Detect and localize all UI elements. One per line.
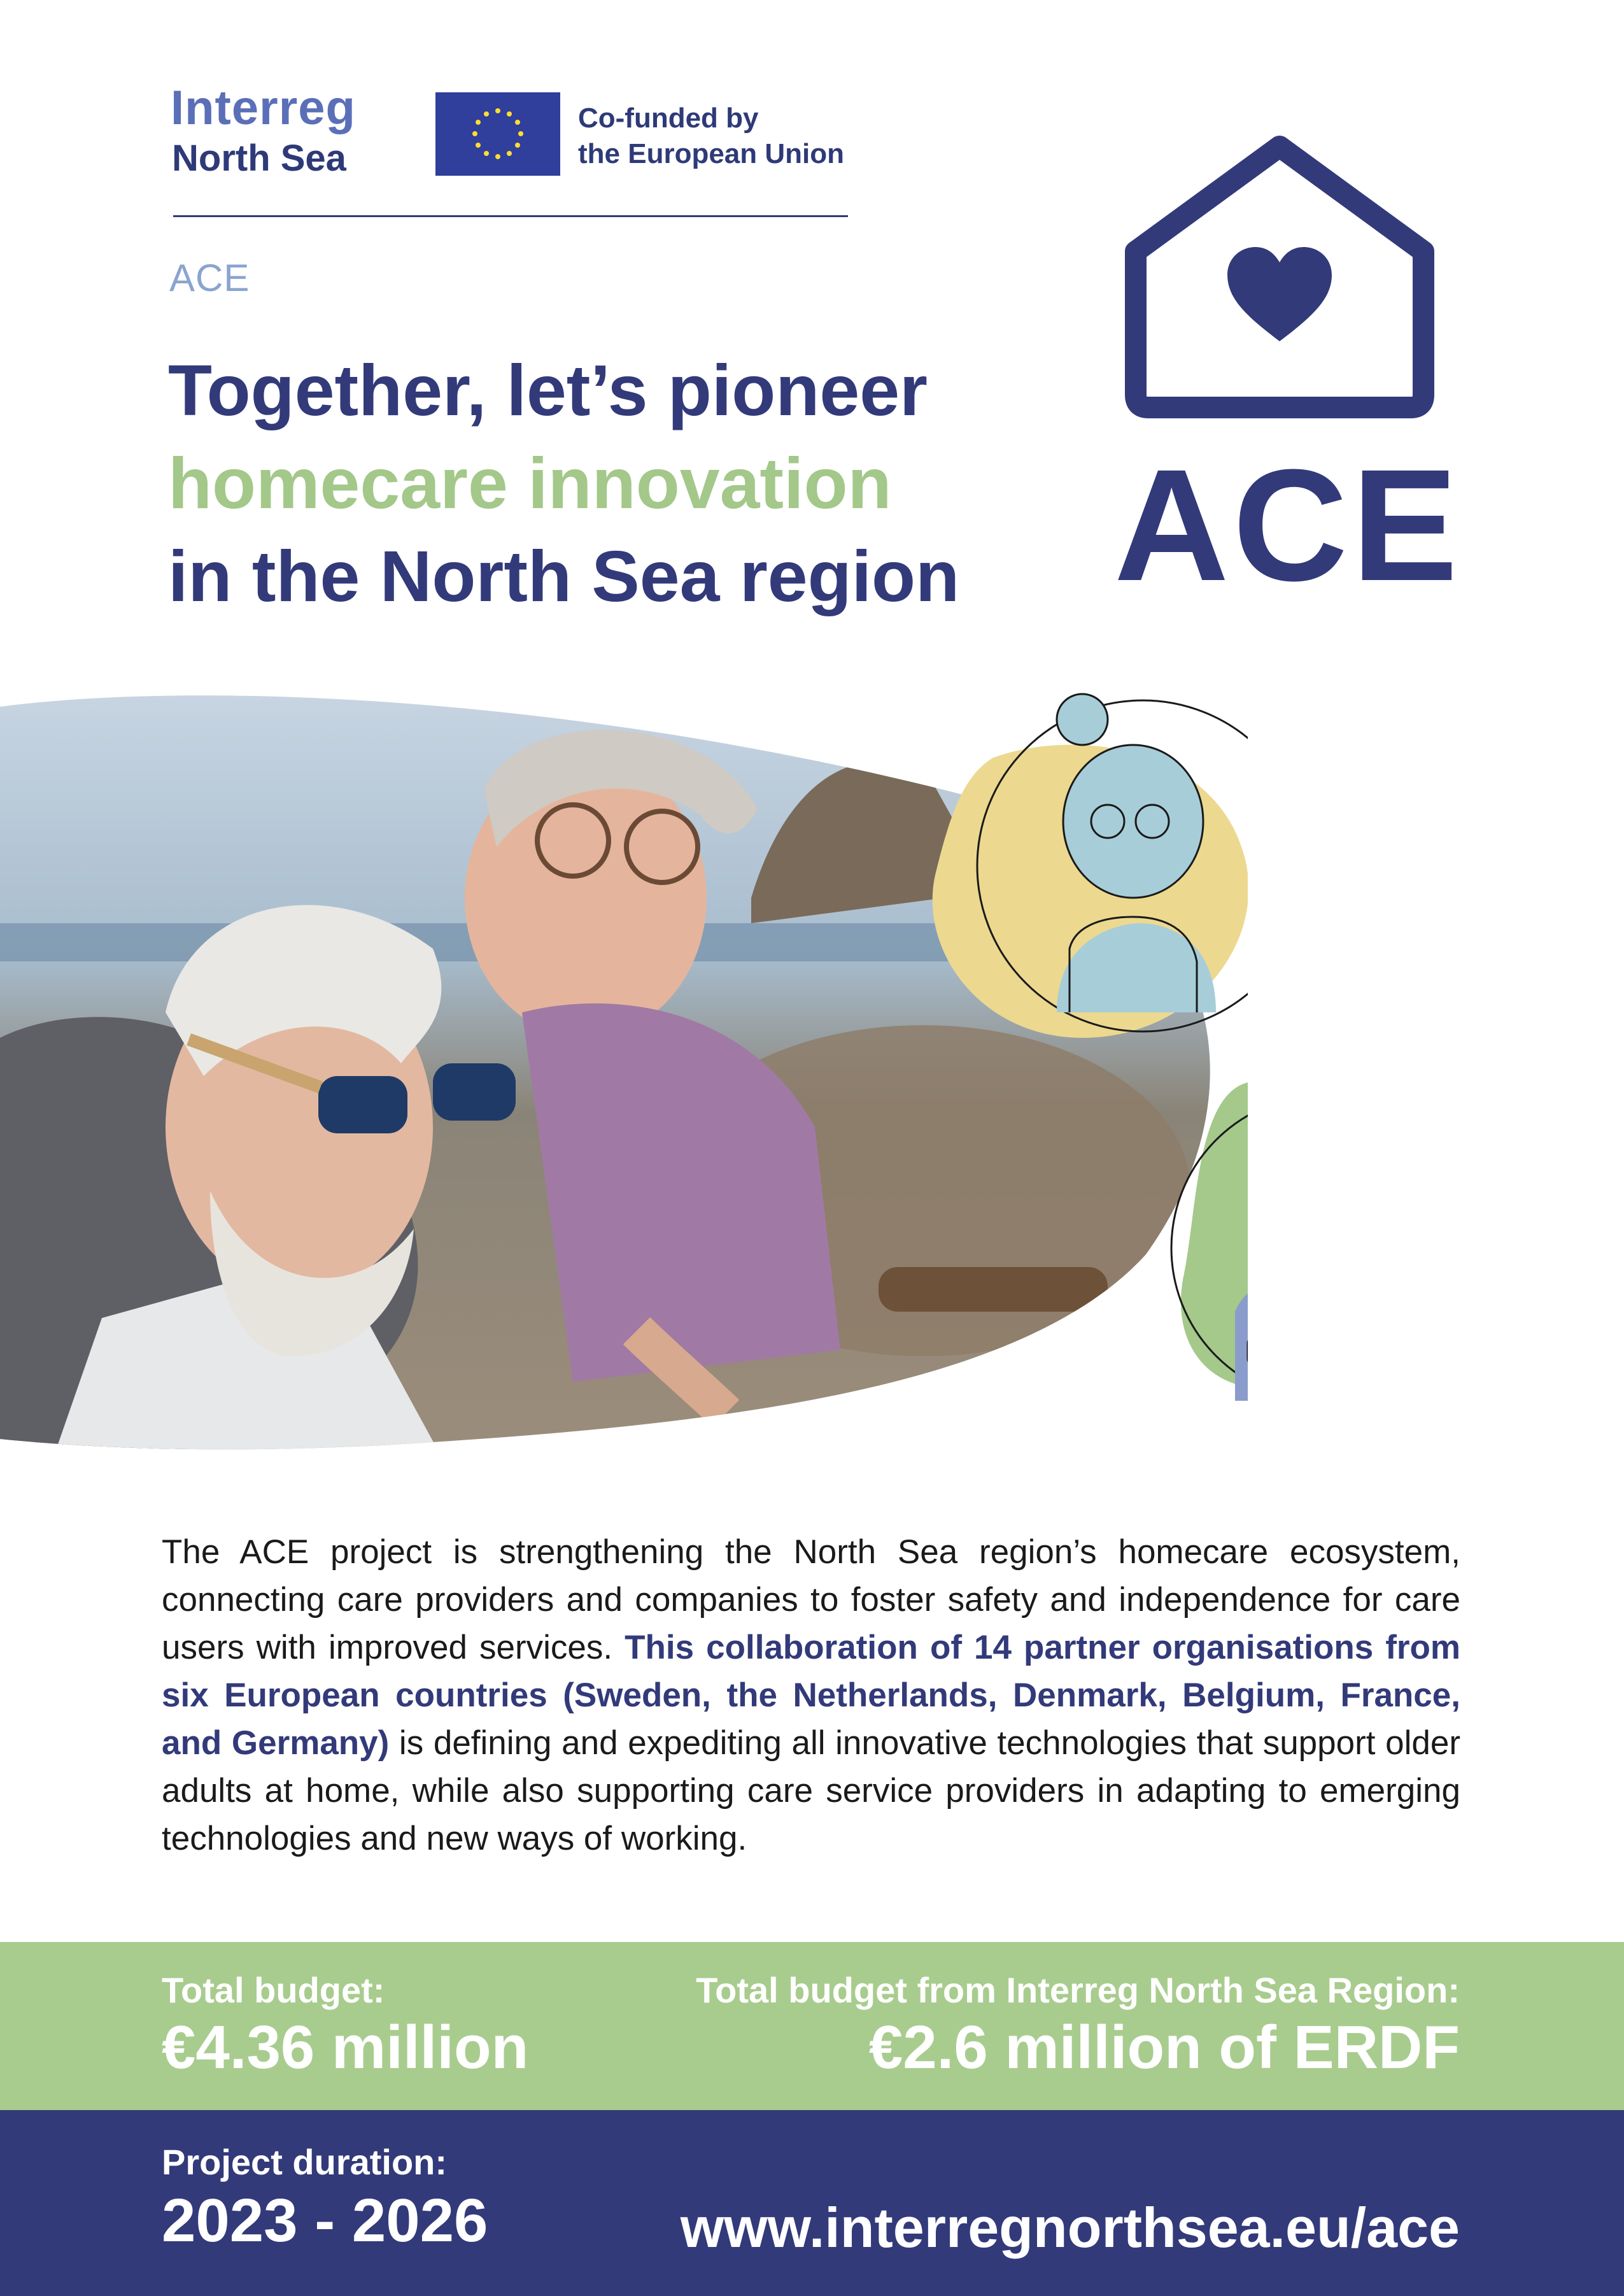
header-divider	[173, 215, 848, 217]
eu-flag-icon	[435, 92, 560, 176]
project-duration-label: Project duration:	[162, 2142, 448, 2182]
page-headline	[168, 344, 959, 623]
total-budget-label: Total budget:	[162, 1970, 385, 2010]
headline-line-3: in the North Sea region	[168, 536, 960, 616]
total-budget-value: €4.36 million	[162, 2013, 529, 2081]
project-description	[162, 1528, 1460, 1862]
cofunded-label	[578, 101, 844, 172]
description-part-1: The ACE project is strengthening the North Sea region’s homecare ecosystem, connecting care providers and companies to foster safety and independence for care users with improved services.	[162, 1533, 1460, 1666]
description-highlight: This collaboration of 14 partner organisations from six European countries (Sweden, the Netherlands, Denmark, Belgium, France, and Germany)	[162, 1629, 1460, 1762]
cofunded-line-2: the European Union	[578, 138, 844, 169]
description-part-2: is defining and expediting all innovative technologies that support older adults at home, while also supporting care service providers in adapting to emerging technologies and new ways of working.	[162, 1724, 1460, 1857]
interreg-logo-word: Interreg	[171, 81, 356, 135]
headline-line-2: homecare innovation	[168, 443, 892, 523]
website-link[interactable]: www.interregnorthsea.eu/ace	[680, 2196, 1460, 2259]
project-kicker: ACE	[169, 257, 250, 299]
headline-line-1: Together, let’s pioneer	[168, 350, 928, 430]
interreg-budget-label: Total budget from Interreg North Sea Region:	[696, 1970, 1460, 2010]
interreg-logo-subtitle: North Sea	[172, 138, 346, 179]
elderly-woman-icon	[933, 694, 1248, 1038]
cofunded-line-1: Co-funded by	[578, 103, 759, 134]
ace-logo-text: ACE	[1114, 436, 1462, 614]
hero-photo	[0, 681, 1248, 1464]
interreg-budget-value: €2.6 million of ERDF	[868, 2013, 1460, 2081]
project-duration-value: 2023 - 2026	[162, 2186, 488, 2255]
